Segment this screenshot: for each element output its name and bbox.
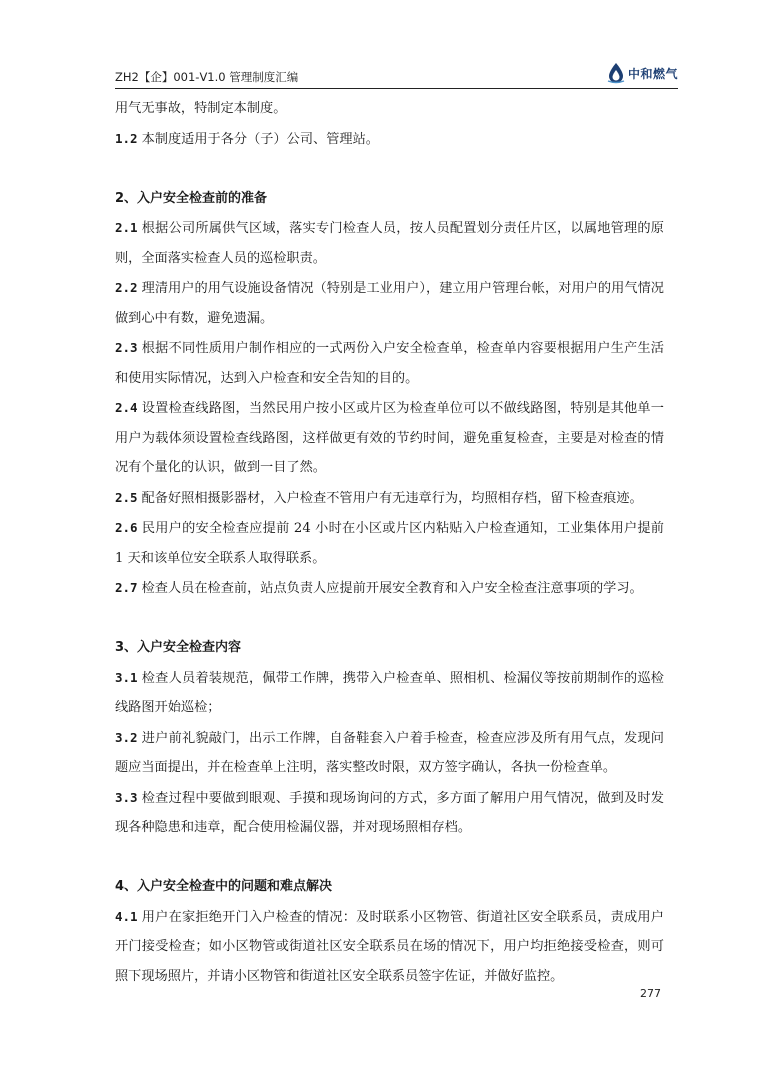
clause-number: 2.3 [115, 340, 138, 355]
paragraph: 4.1 用户在家拒绝开门入户检查的情况：及时联系小区物管、街道社区安全联系员，责成用户开门接受检查；如小区物管或街道社区安全联系员在场的情况下，用户均拒绝接受检查，则可照下现场照片，并请小区物管和街道社区安全联系员签字佐证，并做好监控。 [115, 908, 664, 984]
section-heading: 2、入户安全检查前的准备 [115, 190, 268, 206]
clause-number: 2.2 [115, 280, 138, 295]
clause-number: 2.1 [115, 220, 138, 235]
header-title: ZH2【企】001-V1.0 管理制度汇编 [115, 70, 299, 84]
company-logo [606, 60, 678, 86]
clause-number: 3.2 [115, 729, 138, 745]
section-heading: 3、入户安全检查内容 [115, 640, 242, 655]
paragraph: 1.2 本制度适用于各分（子）公司、管理站。 [115, 130, 379, 147]
paragraph: 2.2 理清用户的用气设施设备情况（特别是工业用户），建立用户管理台帐，对用户的用气情况做到心中有数，避免遗漏。 [115, 280, 664, 326]
clause-number: 3.1 [115, 669, 138, 685]
paragraph: 2.3 根据不同性质用户制作相应的一式两份入户安全检查单，检查单内容要根据用户生产生活和使用实际情况，达到入户检查和安全告知的目的。 [115, 340, 664, 386]
clause-number: 3.3 [115, 789, 138, 805]
section-heading: 4、入户安全检查中的问题和难点解决 [115, 879, 333, 894]
paragraph: 3.2 进户前礼貌敲门，出示工作牌，自备鞋套入户着手检查，检查应涉及所有用气点，发现问题应当面提出，并在检查单上注明，落实整改时限，双方签字确认，各执一份检查单。 [115, 729, 664, 775]
clause-number: 2.7 [115, 580, 138, 595]
document-body [115, 94, 664, 991]
logo-text: 中和燃气 [627, 66, 678, 81]
clause-number: 4.1 [115, 908, 138, 924]
paragraph: 3.3 检查过程中要做到眼观、手摸和现场询问的方式，多方面了解用户用气情况，做到及时发现各种隐患和违章，配合使用检漏仪器，并对现场照相存档。 [115, 789, 664, 835]
clause-number: 1.2 [115, 130, 138, 146]
paragraph: 3.1 检查人员着装规范，佩带工作牌，携带入户检查单、照相机、检漏仪等按前期制作的巡检线路图开始巡检； [115, 669, 664, 715]
gas-drop-logo-icon [606, 62, 626, 84]
paragraph: 用气无事故，特制定本制度。 [115, 101, 287, 116]
clause-number: 2.5 [115, 489, 138, 505]
clause-number: 2.4 [115, 400, 138, 415]
paragraph: 2.5 配备好照相摄影器材，入户检查不管用户有无违章行为，均照相存档，留下检查痕迹。 [115, 489, 643, 506]
paragraph: 2.7 检查人员在检查前，站点负责人应提前开展安全教育和入户安全检查注意事项的学习。 [115, 580, 643, 596]
page-number: 277 [640, 987, 661, 1000]
paragraph: 2.4 设置检查线路图，当然民用户按小区或片区为检查单位可以不做线路图，特别是其他单一用户为载体须设置检查线路图，这样做更有效的节约时间，避免重复检查，主要是对检查的情况有个量化的认识，做到一目了然。 [115, 400, 664, 475]
paragraph: 2.6 民用户的安全检查应提前 24 小时在小区或片区内粘贴入户检查通知，工业集体用户提前 1 天和该单位安全联系人取得联系。 [115, 520, 664, 566]
clause-number: 2.6 [115, 520, 138, 535]
paragraph: 2.1 根据公司所属供气区域，落实专门检查人员，按人员配置划分责任片区，以属地管理的原则，全面落实检查人员的巡检职责。 [115, 220, 664, 266]
page-header [115, 60, 678, 89]
